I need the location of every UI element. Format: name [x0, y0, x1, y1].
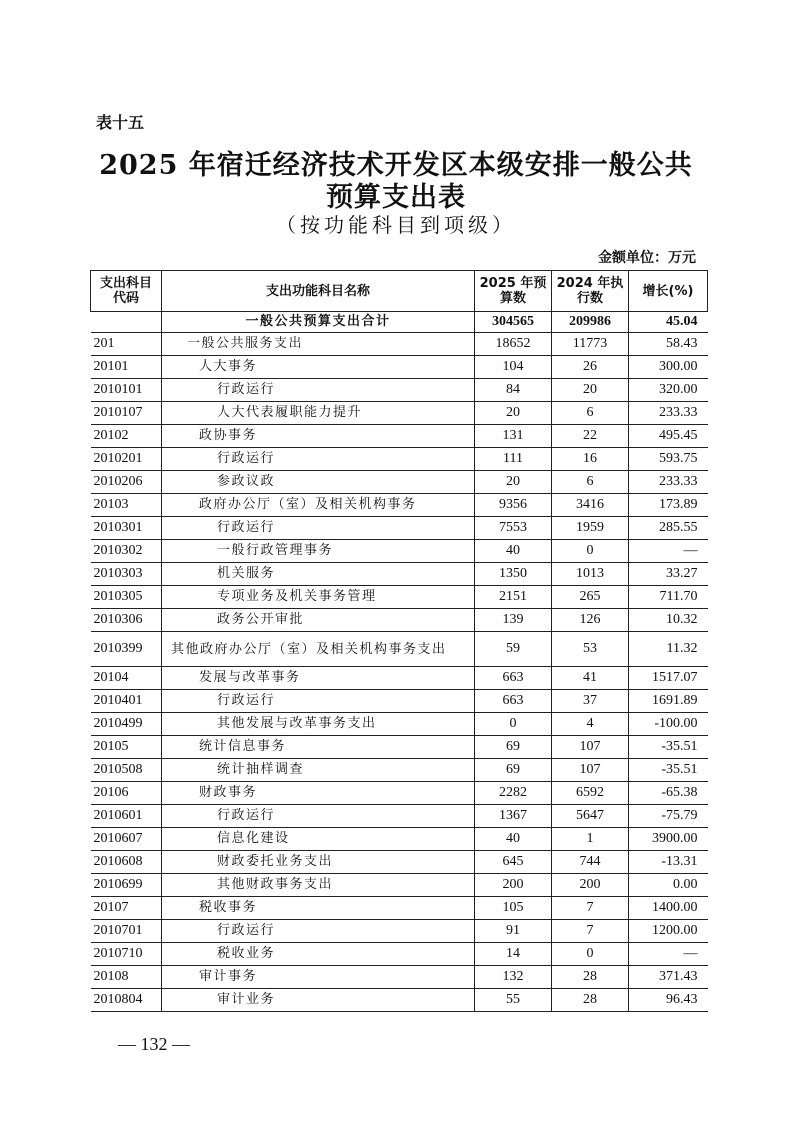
row-growth: 1400.00: [629, 897, 708, 920]
row-name: 政务公开审批: [162, 609, 475, 632]
row-code: 20104: [91, 667, 162, 690]
table-row: [91, 632, 708, 667]
row-exec-2024: 7: [552, 920, 629, 943]
row-name: 专项业务及机关事务管理: [162, 586, 475, 609]
row-growth: 33.27: [629, 563, 708, 586]
row-exec-2024: 28: [552, 966, 629, 989]
row-budget-2025: 59: [475, 632, 552, 667]
row-budget-2025: 91: [475, 920, 552, 943]
row-budget-2025: 111: [475, 448, 552, 471]
row-budget-2025: 663: [475, 690, 552, 713]
row-budget-2025: 663: [475, 667, 552, 690]
row-name: 其他发展与改革事务支出: [162, 713, 475, 736]
row-growth: 593.75: [629, 448, 708, 471]
row-exec-2024: 41: [552, 667, 629, 690]
row-growth: 3900.00: [629, 828, 708, 851]
row-name: 政协事务: [162, 425, 475, 448]
row-code: 2010306: [91, 609, 162, 632]
page-subtitle: （按功能科目到项级）: [276, 213, 516, 237]
row-exec-2024: 6: [552, 402, 629, 425]
row-code: 2010302: [91, 540, 162, 563]
total-budget-2025: 304565: [475, 312, 552, 333]
table-row: [91, 356, 708, 379]
row-code: 2010701: [91, 920, 162, 943]
row-code: 2010601: [91, 805, 162, 828]
row-name: 其他财政事务支出: [162, 874, 475, 897]
row-exec-2024: 4: [552, 713, 629, 736]
amount-unit: 金额单位：万元: [598, 250, 696, 266]
row-code: 2010301: [91, 517, 162, 540]
table-row: [91, 966, 708, 989]
row-growth: 300.00: [629, 356, 708, 379]
row-name: 财政委托业务支出: [162, 851, 475, 874]
row-growth: 0.00: [629, 874, 708, 897]
table-row: [91, 517, 708, 540]
row-budget-2025: 20: [475, 402, 552, 425]
row-name: 信息化建设: [162, 828, 475, 851]
row-code: 2010699: [91, 874, 162, 897]
table-row: [91, 563, 708, 586]
row-name: 审计业务: [162, 989, 475, 1012]
total-name: 一般公共预算支出合计: [162, 312, 475, 333]
row-budget-2025: 18652: [475, 333, 552, 356]
row-exec-2024: 0: [552, 540, 629, 563]
row-exec-2024: 265: [552, 586, 629, 609]
row-growth: -75.79: [629, 805, 708, 828]
row-name: 政府办公厅（室）及相关机构事务: [162, 494, 475, 517]
row-growth: -35.51: [629, 759, 708, 782]
header-code: 支出科目代码: [91, 271, 162, 312]
row-budget-2025: 9356: [475, 494, 552, 517]
row-name: 参政议政: [162, 471, 475, 494]
row-budget-2025: 132: [475, 966, 552, 989]
header-budget-2025: 2025 年预算数: [475, 271, 552, 312]
row-code: 201: [91, 333, 162, 356]
row-budget-2025: 0: [475, 713, 552, 736]
table-row: [91, 425, 708, 448]
row-name: 行政运行: [162, 517, 475, 540]
total-code: [91, 312, 162, 333]
header-name: 支出功能科目名称: [162, 271, 475, 312]
table-row: [91, 989, 708, 1012]
row-budget-2025: 2151: [475, 586, 552, 609]
row-code: 20103: [91, 494, 162, 517]
row-budget-2025: 2282: [475, 782, 552, 805]
row-code: 2010401: [91, 690, 162, 713]
row-growth: 11.32: [629, 632, 708, 667]
row-name: 税收业务: [162, 943, 475, 966]
table-row: [91, 471, 708, 494]
row-code: 20108: [91, 966, 162, 989]
table-row: [91, 713, 708, 736]
row-exec-2024: 37: [552, 690, 629, 713]
row-name: 一般公共服务支出: [162, 333, 475, 356]
row-exec-2024: 53: [552, 632, 629, 667]
row-name: 税收事务: [162, 897, 475, 920]
row-growth: -100.00: [629, 713, 708, 736]
row-budget-2025: 40: [475, 540, 552, 563]
table-row: [91, 448, 708, 471]
page-title: 2025 年宿迁经济技术开发区本级安排一般公共: [99, 150, 693, 181]
row-exec-2024: 20: [552, 379, 629, 402]
total-exec-2024: 209986: [552, 312, 629, 333]
row-growth: 173.89: [629, 494, 708, 517]
row-code: 2010499: [91, 713, 162, 736]
row-name: 行政运行: [162, 448, 475, 471]
row-code: 2010399: [91, 632, 162, 667]
row-exec-2024: 7: [552, 897, 629, 920]
row-code: 2010710: [91, 943, 162, 966]
row-name: 行政运行: [162, 805, 475, 828]
row-growth: 711.70: [629, 586, 708, 609]
row-exec-2024: 22: [552, 425, 629, 448]
header-exec-2024: 2024 年执行数: [552, 271, 629, 312]
row-budget-2025: 69: [475, 736, 552, 759]
row-code: 2010607: [91, 828, 162, 851]
row-exec-2024: 11773: [552, 333, 629, 356]
row-exec-2024: 16: [552, 448, 629, 471]
row-budget-2025: 131: [475, 425, 552, 448]
table-row: [91, 690, 708, 713]
row-growth: -35.51: [629, 736, 708, 759]
header-growth: 增长(%): [629, 271, 708, 312]
row-budget-2025: 40: [475, 828, 552, 851]
table-row: [91, 943, 708, 966]
table-row: [91, 494, 708, 517]
row-name: 财政事务: [162, 782, 475, 805]
row-growth: 96.43: [629, 989, 708, 1012]
row-exec-2024: 0: [552, 943, 629, 966]
total-row: [91, 312, 708, 333]
table-row: [91, 920, 708, 943]
table-row: [91, 805, 708, 828]
row-budget-2025: 200: [475, 874, 552, 897]
row-code: 2010508: [91, 759, 162, 782]
row-growth: 58.43: [629, 333, 708, 356]
row-exec-2024: 28: [552, 989, 629, 1012]
row-code: 2010201: [91, 448, 162, 471]
row-budget-2025: 105: [475, 897, 552, 920]
row-growth: 320.00: [629, 379, 708, 402]
row-code: 2010303: [91, 563, 162, 586]
row-growth: 233.33: [629, 471, 708, 494]
row-exec-2024: 1: [552, 828, 629, 851]
table-row: [91, 333, 708, 356]
row-exec-2024: 6: [552, 471, 629, 494]
row-growth: —: [629, 540, 708, 563]
row-exec-2024: 126: [552, 609, 629, 632]
table-row: [91, 828, 708, 851]
row-name: 统计信息事务: [162, 736, 475, 759]
row-code: 2010608: [91, 851, 162, 874]
row-budget-2025: 84: [475, 379, 552, 402]
table-row: [91, 667, 708, 690]
row-exec-2024: 5647: [552, 805, 629, 828]
row-budget-2025: 1350: [475, 563, 552, 586]
row-code: 20107: [91, 897, 162, 920]
row-growth: 285.55: [629, 517, 708, 540]
row-code: 2010107: [91, 402, 162, 425]
row-exec-2024: 107: [552, 736, 629, 759]
row-growth: 10.32: [629, 609, 708, 632]
row-name: 其他政府办公厅（室）及相关机构事务支出: [162, 632, 475, 667]
page-number: — 132 —: [118, 1034, 190, 1054]
row-growth: -65.38: [629, 782, 708, 805]
row-code: 2010305: [91, 586, 162, 609]
table-row: [91, 379, 708, 402]
row-growth: 1200.00: [629, 920, 708, 943]
row-growth: 1517.07: [629, 667, 708, 690]
row-exec-2024: 200: [552, 874, 629, 897]
row-code: 2010101: [91, 379, 162, 402]
table-row: [91, 874, 708, 897]
row-budget-2025: 104: [475, 356, 552, 379]
table-row: [91, 609, 708, 632]
row-budget-2025: 7553: [475, 517, 552, 540]
total-growth: 45.04: [629, 312, 708, 333]
row-budget-2025: 20: [475, 471, 552, 494]
row-budget-2025: 69: [475, 759, 552, 782]
row-growth: 371.43: [629, 966, 708, 989]
row-exec-2024: 1959: [552, 517, 629, 540]
table-row: [91, 540, 708, 563]
table-row: [91, 759, 708, 782]
row-growth: —: [629, 943, 708, 966]
row-name: 审计事务: [162, 966, 475, 989]
row-growth: 233.33: [629, 402, 708, 425]
row-budget-2025: 1367: [475, 805, 552, 828]
table-row: [91, 897, 708, 920]
row-code: 2010206: [91, 471, 162, 494]
row-name: 人大事务: [162, 356, 475, 379]
row-name: 行政运行: [162, 920, 475, 943]
row-exec-2024: 107: [552, 759, 629, 782]
row-code: 20106: [91, 782, 162, 805]
table-row: [91, 736, 708, 759]
row-budget-2025: 645: [475, 851, 552, 874]
row-code: 20102: [91, 425, 162, 448]
row-name: 人大代表履职能力提升: [162, 402, 475, 425]
row-exec-2024: 6592: [552, 782, 629, 805]
row-code: 20105: [91, 736, 162, 759]
row-exec-2024: 744: [552, 851, 629, 874]
row-code: 2010804: [91, 989, 162, 1012]
row-growth: 495.45: [629, 425, 708, 448]
row-budget-2025: 139: [475, 609, 552, 632]
row-name: 行政运行: [162, 379, 475, 402]
table-row: [91, 402, 708, 425]
row-name: 一般行政管理事务: [162, 540, 475, 563]
row-exec-2024: 26: [552, 356, 629, 379]
row-name: 行政运行: [162, 690, 475, 713]
table-number-label: 表十五: [96, 113, 145, 132]
row-growth: 1691.89: [629, 690, 708, 713]
budget-table: [90, 270, 708, 1012]
table-header-row: [91, 271, 708, 312]
row-name: 统计抽样调查: [162, 759, 475, 782]
table-row: [91, 586, 708, 609]
row-code: 20101: [91, 356, 162, 379]
row-name: 机关服务: [162, 563, 475, 586]
table-row: [91, 782, 708, 805]
row-budget-2025: 14: [475, 943, 552, 966]
row-budget-2025: 55: [475, 989, 552, 1012]
table-row: [91, 851, 708, 874]
row-growth: -13.31: [629, 851, 708, 874]
row-name: 发展与改革事务: [162, 667, 475, 690]
row-exec-2024: 1013: [552, 563, 629, 586]
row-exec-2024: 3416: [552, 494, 629, 517]
page-title-line2: 预算支出表: [326, 182, 466, 213]
